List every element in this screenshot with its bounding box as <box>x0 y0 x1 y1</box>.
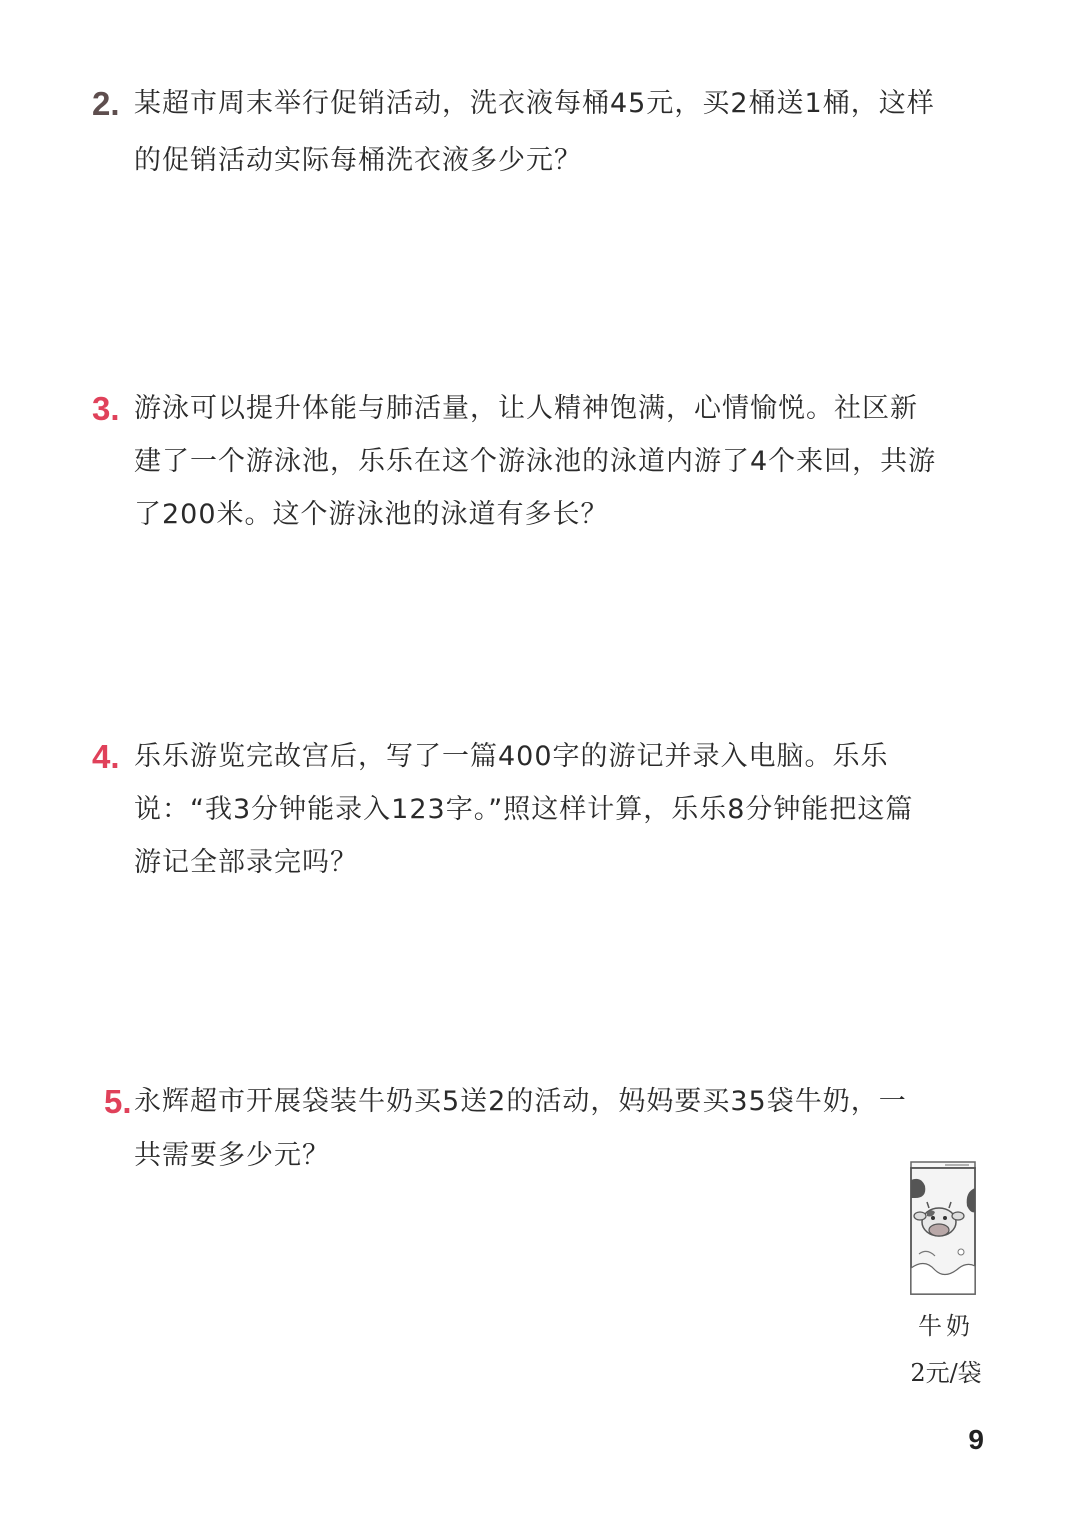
milk-name: 牛奶 <box>918 1312 974 1340</box>
problem-text-line: 游记全部录完吗？ <box>134 847 358 878</box>
problem-text-line: 共需要多少元？ <box>134 1140 330 1171</box>
problem-number: 2. <box>92 85 120 122</box>
problem-text-line: 说：“我3分钟能录入123字。”照这样计算，乐乐8分钟能把这篇 <box>134 794 914 825</box>
milk-product <box>896 1158 996 1388</box>
problem-text-line: 某超市周末举行促销活动，洗衣液每桶45元，买2桶送1桶，这样 <box>134 88 935 119</box>
problem-number: 3. <box>92 390 120 427</box>
milk-carton-icon <box>905 1158 981 1296</box>
milk-price: 2元/袋 <box>910 1359 982 1387</box>
problem-text-line: 游泳可以提升体能与肺活量，让人精神饱满，心情愉悦。社区新 <box>134 393 918 424</box>
problem-text-line: 乐乐游览完故宫后，写了一篇400字的游记并录入电脑。乐乐 <box>134 741 889 772</box>
problem-number: 4. <box>92 738 120 775</box>
problem-number: 5. <box>104 1083 132 1120</box>
problem-text-line: 永辉超市开展袋装牛奶买5送2的活动，妈妈要买35袋牛奶，一 <box>134 1086 907 1117</box>
page-number: 9 <box>968 1424 984 1455</box>
problem-text-line: 了200米。这个游泳池的泳道有多长？ <box>134 499 609 530</box>
problem-text-line: 的促销活动实际每桶洗衣液多少元？ <box>134 145 582 176</box>
problem-text-line: 建了一个游泳池，乐乐在这个游泳池的泳道内游了4个来回，共游 <box>134 446 937 477</box>
